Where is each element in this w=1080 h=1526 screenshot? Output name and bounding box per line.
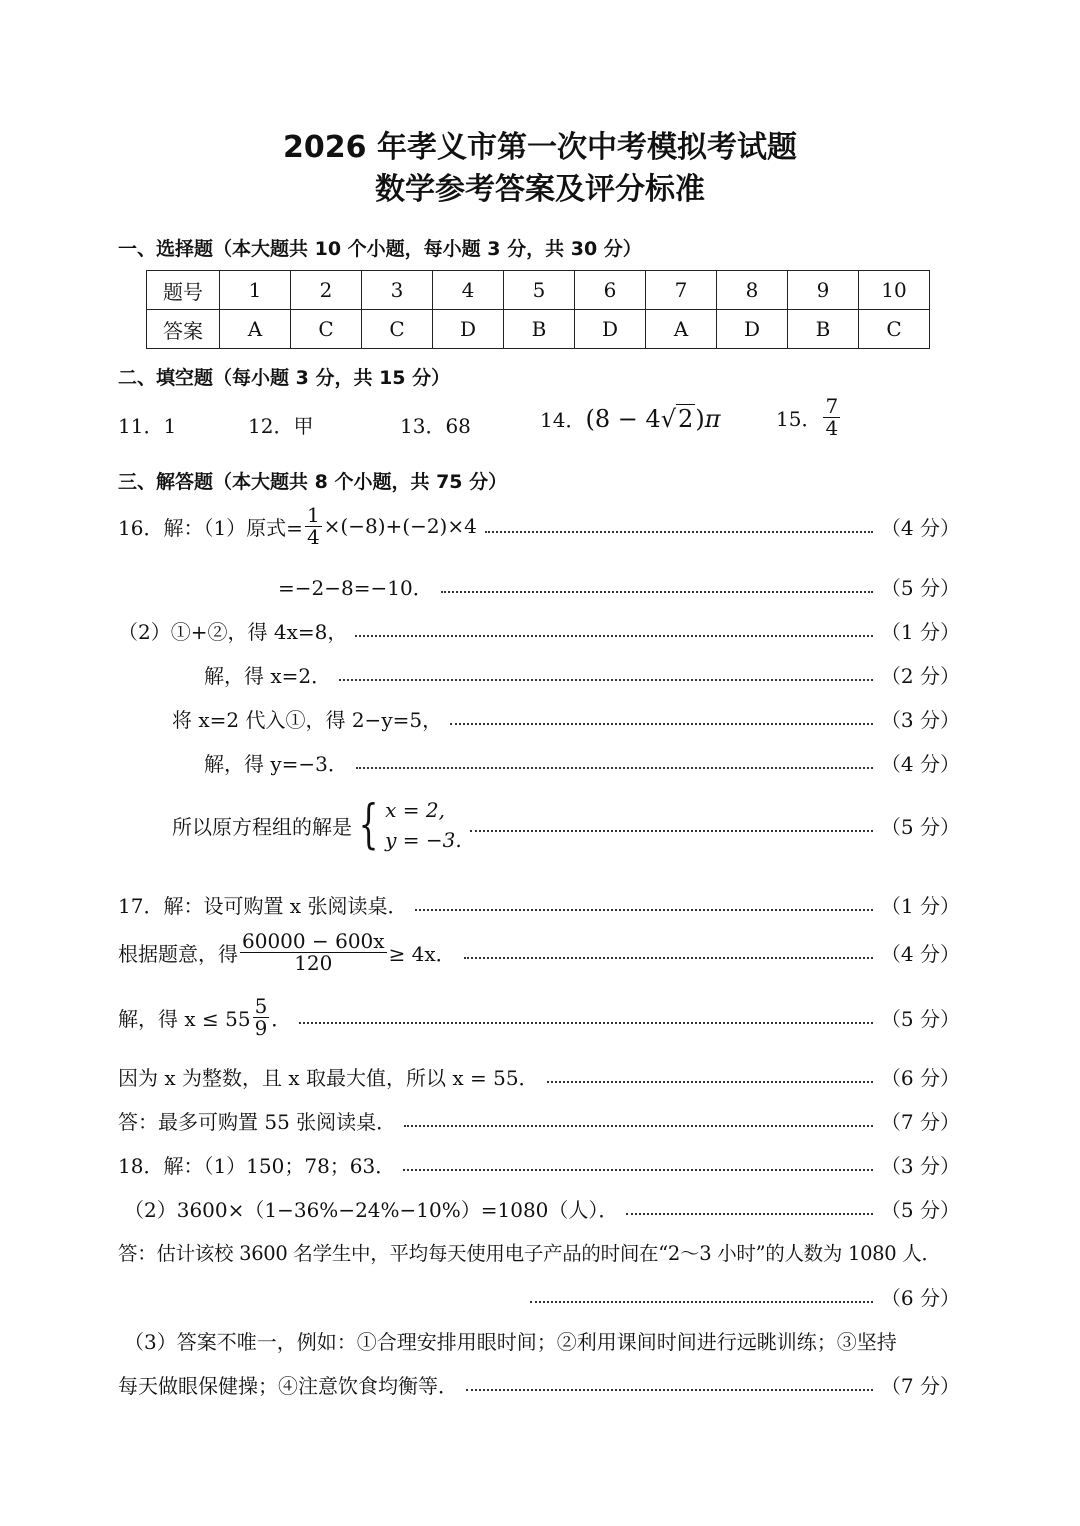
q16-line1 [118, 502, 960, 550]
score-label: （4 分） [880, 751, 960, 776]
q18-line6 [118, 1370, 960, 1398]
q17-line1 [118, 890, 960, 918]
score-label: （5 分） [880, 814, 960, 839]
answer-q12: 12．甲 [248, 414, 314, 438]
table-cell: D [433, 310, 504, 349]
q17-line4 [118, 1062, 960, 1090]
table-cell: A [220, 310, 291, 349]
section2-heading: 二、填空题（每小题 3 分，共 15 分） [118, 367, 451, 389]
q18-line5: （3）答案不唯一，例如：①合理安排用眼时间；②利用课间时间进行远眺训练；③坚持 [124, 1330, 897, 1354]
system-line2: y = −3. [385, 828, 462, 852]
answer-q13: 13．68 [400, 414, 471, 438]
table-cell: B [788, 310, 859, 349]
q15-fraction [823, 396, 840, 439]
table-cell: 10 [859, 271, 930, 310]
fraction-denominator: 4 [306, 524, 320, 549]
table-cell: 7 [646, 271, 717, 310]
fraction-numerator: 7 [825, 394, 839, 418]
q18-line1 [118, 1150, 960, 1178]
score-label: （7 分） [880, 1373, 960, 1398]
table-cell: C [291, 310, 362, 349]
score-label: （1 分） [880, 619, 960, 644]
score-label: （4 分） [880, 515, 960, 540]
q17-line3 [118, 990, 960, 1044]
score-label: （6 分） [880, 1065, 960, 1090]
q17-mixed-fraction [253, 993, 270, 1040]
q16-l7-pre: 所以原方程组的解是 [172, 814, 352, 839]
score-label: （5 分） [880, 1197, 960, 1222]
q16-line3 [118, 616, 960, 644]
table-cell: 4 [433, 271, 504, 310]
q14-pi: π [704, 404, 721, 433]
q16-l1-pre: 16．解：（1）原式= [118, 515, 303, 540]
q14-root: 2 [678, 405, 694, 433]
q16-line7: 所以原方程组的解是 { x = 2, y = −3. （5 分） [172, 795, 960, 855]
q16-line4 [204, 660, 960, 688]
q16-line2 [278, 572, 960, 600]
q14-label: 14． [540, 408, 586, 432]
q17-line5 [118, 1106, 960, 1134]
table-cell: 3 [362, 271, 433, 310]
table-cell: 9 [788, 271, 859, 310]
table-row [147, 310, 930, 349]
q16-l6: 解，得 y=−3． [204, 751, 348, 776]
answer-q11: 11．1 [118, 414, 177, 438]
table-cell: 2 [291, 271, 362, 310]
q17-l2-post: ≥ 4x． [388, 941, 456, 966]
table-cell: C [859, 310, 930, 349]
q16-l5: 将 x=2 代入①，得 2−y=5， [172, 707, 443, 732]
score-label: （6 分） [880, 1285, 960, 1310]
table-cell: A [646, 310, 717, 349]
score-label: （4 分） [880, 941, 960, 966]
table-cell: 5 [504, 271, 575, 310]
q14-expr: 8 − 4 [594, 404, 661, 433]
fraction-numerator: 60000 − 600x [242, 928, 385, 953]
q18-l2: （2）3600×（1−36%−24%−10%）=1080（人）． [124, 1197, 619, 1222]
fraction-numerator: 1 [306, 502, 320, 527]
q16-l4: 解，得 x=2． [204, 663, 332, 688]
answer-q15 [776, 396, 842, 439]
score-label: （2 分） [880, 663, 960, 688]
q17-fraction [240, 928, 387, 975]
fraction-denominator: 120 [294, 950, 333, 975]
q16-line6 [204, 748, 960, 776]
section1-heading: 一、选择题（本大题共 10 个小题，每小题 3 分，共 30 分） [118, 238, 642, 260]
score-label: （1 分） [880, 893, 960, 918]
fraction-denominator: 4 [825, 416, 839, 440]
q16-fraction [305, 502, 322, 549]
table-header-cell: 答案 [147, 310, 220, 349]
page-title: 2026 年孝义市第一次中考模拟考试题 [283, 130, 797, 165]
table-row [147, 271, 930, 310]
q17-l3-post: ． [271, 1006, 292, 1031]
answer-table [146, 270, 930, 349]
score-label: （5 分） [880, 1006, 960, 1031]
table-cell: 1 [220, 271, 291, 310]
table-cell: 8 [717, 271, 788, 310]
q18-line4 [530, 1282, 960, 1310]
q18-line2 [124, 1194, 960, 1222]
fraction-numerator: 5 [254, 993, 268, 1018]
q18-line3: 答：估计该校 3600 名学生中，平均每天使用电子产品的时间在“2～3 小时”的人数为 1080 人． [118, 1242, 941, 1265]
q17-line2 [118, 924, 960, 980]
q16-l2: =−2−8=−10． [278, 575, 433, 600]
score-label: （5 分） [880, 575, 960, 600]
answer-q14: 14． ( 8 − 4 √ 2 ) π [540, 404, 721, 433]
score-label: （3 分） [880, 1153, 960, 1178]
q17-l1: 17．解：设可购置 x 张阅读桌． [118, 893, 408, 918]
q17-l2-pre: 根据题意，得 [118, 941, 238, 966]
q17-l4: 因为 x 为整数，且 x 取最大值，所以 x = 55． [118, 1065, 539, 1090]
q15-label: 15． [776, 407, 822, 431]
equation-system [385, 795, 462, 855]
q17-l3-pre: 解，得 x ≤ 55 [118, 1006, 251, 1031]
q16-l1-post: ×(−8)+(−2)×4 [323, 514, 477, 538]
section3-heading: 三、解答题（本大题共 8 个小题，共 75 分） [118, 471, 508, 493]
table-cell: D [575, 310, 646, 349]
q16-l3: （2）①+②，得 4x=8， [118, 619, 348, 644]
score-label: （3 分） [880, 707, 960, 732]
q18-l1: 18．解：（1）150；78；63． [118, 1153, 396, 1178]
fraction-denominator: 9 [254, 1015, 268, 1040]
table-cell: B [504, 310, 575, 349]
table-cell: 6 [575, 271, 646, 310]
score-label: （7 分） [880, 1109, 960, 1134]
table-cell: C [362, 310, 433, 349]
table-header-cell: 题号 [147, 271, 220, 310]
page-subtitle: 数学参考答案及评分标准 [375, 172, 705, 207]
q17-l5: 答：最多可购置 55 张阅读桌． [118, 1109, 397, 1134]
system-line1: x = 2, [385, 798, 445, 822]
table-cell: D [717, 310, 788, 349]
q16-line5 [172, 704, 960, 732]
q18-l6: 每天做眼保健操；④注意饮食均衡等． [118, 1373, 458, 1398]
